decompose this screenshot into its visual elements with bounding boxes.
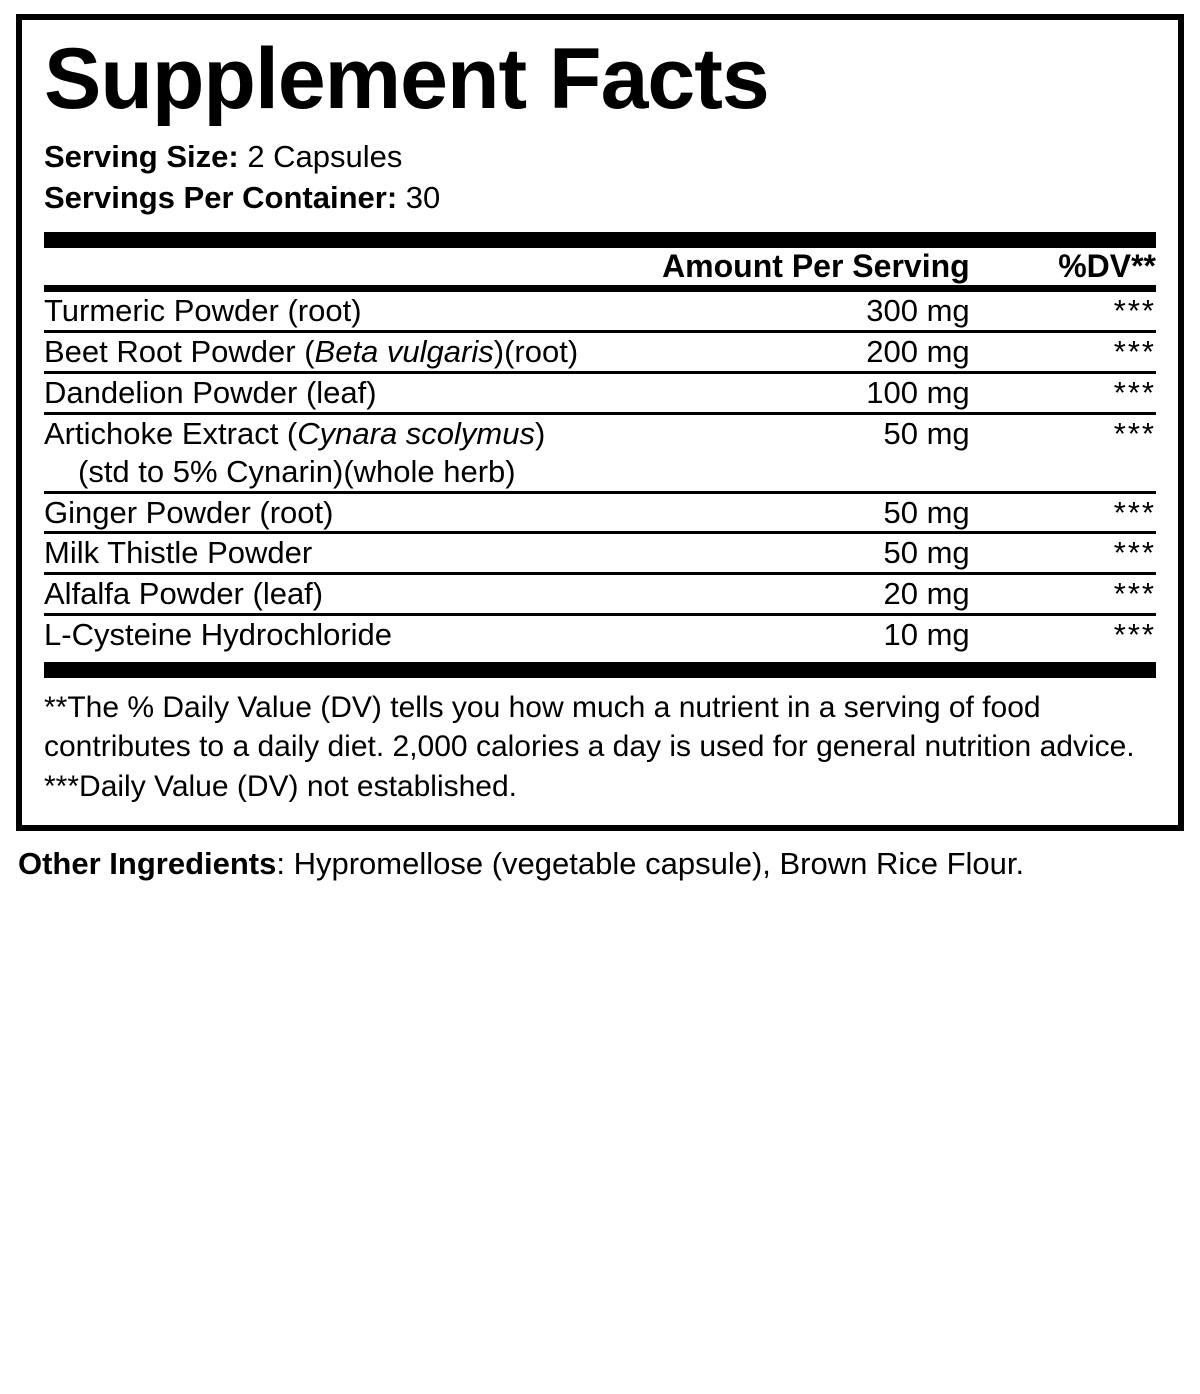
ingredient-name-sub: (std to 5% Cynarin)(whole herb) [78,453,516,489]
table-row [44,574,1156,615]
serving-size-label: Serving Size: [44,139,239,174]
other-ingredients-label: Other Ingredients [18,845,277,881]
ingredient-dv: *** [976,533,1156,574]
ingredient-amount: 300 mg [866,293,970,329]
divider-thick-bottom [44,662,1156,678]
ingredient-amount: 20 mg [645,574,976,615]
ingredient-dv: *** [976,614,1156,653]
servings-per-container-line [44,177,1156,218]
ingredient-name: Beet Root Powder (Beta vulgaris)(root) [44,332,645,373]
ingredient-amount: 100 mg [645,373,976,414]
ingredient-name: Turmeric Powder (root) [44,293,362,329]
ingredient-name: Milk Thistle Powder [44,533,645,574]
footnotes [44,678,1156,811]
table-row [44,373,1156,414]
ingredient-name: Dandelion Powder (leaf) [44,373,645,414]
serving-size-line [44,136,1156,177]
ingredient-amount: 200 mg [645,332,976,373]
ingredient-name: Artichoke Extract (Cynara scolymus) (std to 5% Cynarin)(whole herb) [44,413,645,492]
servings-per-container-value: 30 [405,180,441,216]
ingredient-dv: *** [976,574,1156,615]
ingredient-amount: 50 mg [645,533,976,574]
serving-size-value: 2 Capsules [247,139,403,174]
ingredient-dv: *** [976,373,1156,414]
other-ingredients [0,831,1200,884]
ingredient-dv: *** [976,413,1156,492]
divider-medium-under-header [44,285,1156,292]
ingredient-amount: 10 mg [645,614,976,653]
divider-thick-top [44,232,1156,248]
page-title: Supplement Facts [44,31,769,127]
ingredient-name: Alfalfa Powder (leaf) [44,574,645,615]
column-header-name [44,248,645,285]
servings-per-container-label: Servings Per Container: [44,180,398,216]
footnote-daily-value: **The % Daily Value (DV) tells you how much a nutrient in a serving of food contributes to a daily diet. 2,000 calories a day is used for general nutrition advice. [44,690,1135,764]
other-ingredients-value: : Hypromellose (vegetable capsule), Brown Rice Flour. [276,845,1025,881]
table-row [44,492,1156,533]
ingredient-dv: *** [1113,293,1156,329]
table-row [44,413,1156,492]
ingredient-amount: 50 mg [645,413,976,492]
table-row [44,292,1156,331]
nutrition-table [44,248,1156,285]
table-header-row [44,248,1156,285]
table-row [44,533,1156,574]
ingredient-name: Ginger Powder (root) [44,492,645,533]
ingredients-table [44,292,1156,653]
footnote-not-established: ***Daily Value (DV) not established. [44,769,518,803]
column-header-amount: Amount Per Serving [662,248,970,285]
ingredient-dv: *** [976,492,1156,533]
ingredient-amount: 50 mg [645,492,976,533]
ingredient-dv: *** [976,332,1156,373]
facts-panel [16,14,1184,831]
ingredient-name: L-Cysteine Hydrochloride [44,614,645,653]
column-header-dv: %DV** [1058,248,1156,285]
table-row [44,332,1156,373]
table-row [44,614,1156,653]
